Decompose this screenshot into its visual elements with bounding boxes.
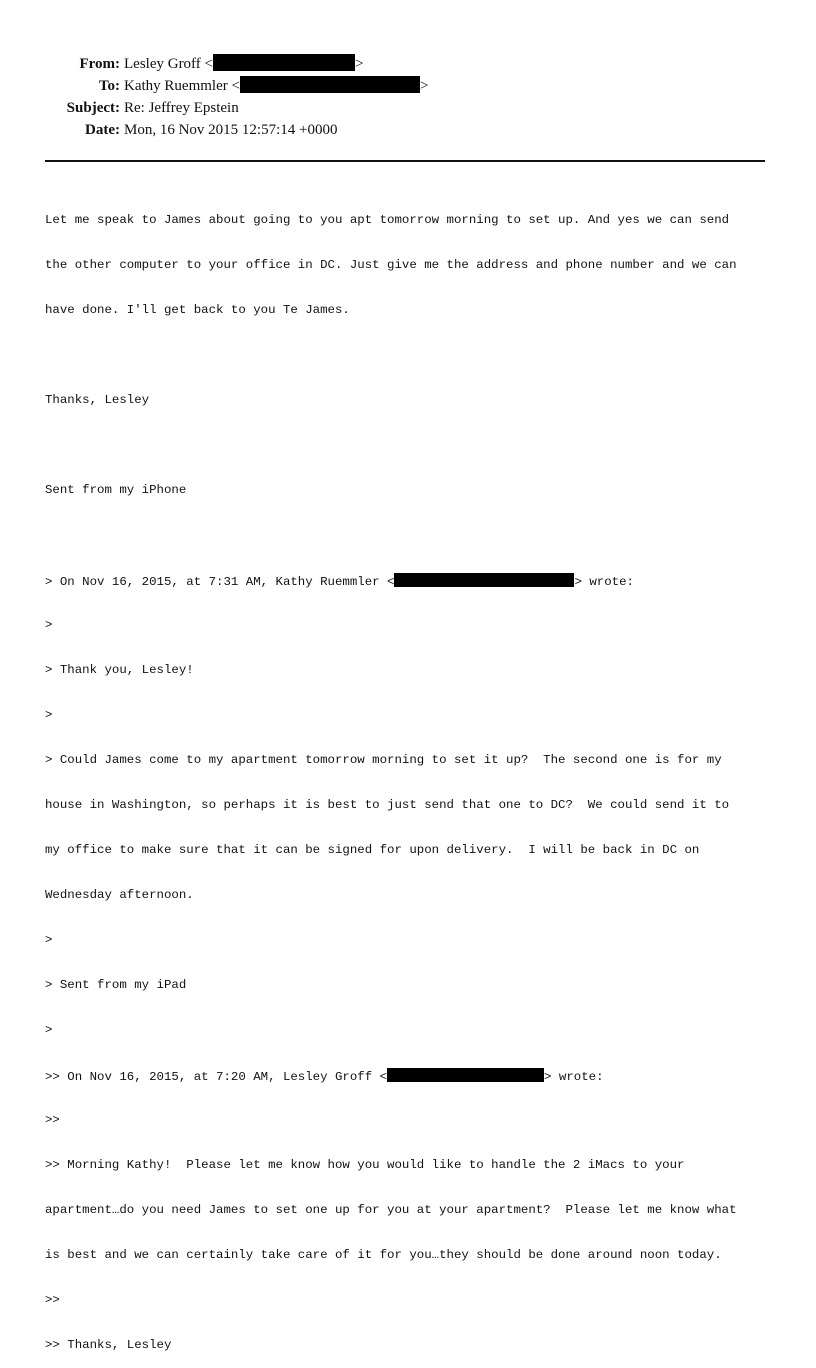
date-row [0,119,816,141]
nested-quote-header-line [45,1068,785,1083]
quote-line: Wednesday afternoon. [45,888,194,902]
nested-quote-line: apartment…do you need James to set one up for you at your apartment? Please let me know what [45,1203,737,1217]
redaction-box [240,76,420,93]
quote-line: > [45,618,53,632]
quote-line: my office to make sure that it can be signed for upon delivery. I will be back in DC on [45,843,700,857]
redaction-box [213,54,355,71]
body-line: have done. I'll get back to you Te James. [45,303,350,317]
header-divider [45,160,765,162]
redaction-box [387,1068,544,1082]
nested-quote-line: >> [45,1293,60,1307]
nested-quote-header-suffix: > wrote: [544,1070,604,1084]
redaction-box [394,573,574,587]
nested-quote-header-text: >> On Nov 16, 2015, at 7:20 AM, Lesley Groff < [45,1070,388,1084]
nested-quote-line: >> Thanks, Lesley [45,1338,172,1352]
to-value: Kathy Ruemmler < > [124,78,429,94]
quote-line: > Sent from my iPad [45,978,187,992]
date-label: Date: [85,122,120,138]
from-value: Lesley Groff < > [124,56,364,72]
subject-row [0,97,816,119]
quote-header-text: > On Nov 16, 2015, at 7:31 AM, Kathy Ruemmler < [45,575,395,589]
to-name: Kathy Ruemmler [124,78,228,94]
quote-line: house in Washington, so perhaps it is best to just send that one to DC? We could send it to [45,798,730,812]
quote-line: > [45,933,53,947]
email-body [45,183,785,1368]
quote-header-line [45,573,785,588]
from-row [0,53,816,75]
from-label: From: [79,56,120,72]
signature-line: Sent from my iPhone [45,483,187,497]
blank-line [45,438,785,453]
blank-line [45,528,785,543]
signoff-line: Thanks, Lesley [45,393,150,407]
email-header [0,53,816,141]
quote-header-suffix: > wrote: [574,575,634,589]
quote-line: > [45,708,53,722]
nested-quote-line: >> Morning Kathy! Please let me know how you would like to handle the 2 iMacs to your [45,1158,685,1172]
nested-quote-line: >> [45,1113,60,1127]
date-value: Mon, 16 Nov 2015 12:57:14 +0000 [124,122,338,138]
quote-line: > Thank you, Lesley! [45,663,194,677]
nested-quote-line: is best and we can certainly take care of it for you…they should be done around noon today. [45,1248,722,1262]
quote-line: > [45,1023,53,1037]
subject-label: Subject: [66,100,120,116]
body-line: the other computer to your office in DC. Just give me the address and phone number and we can [45,258,737,272]
to-label: To: [98,78,120,94]
body-line: Let me speak to James about going to you apt tomorrow morning to set up. And yes we can send [45,213,730,227]
blank-line [45,348,785,363]
from-name: Lesley Groff [124,56,201,72]
quote-line: > Could James come to my apartment tomorrow morning to set it up? The second one is for my [45,753,722,767]
subject-value: Re: Jeffrey Epstein [124,100,239,116]
to-row [0,75,816,97]
